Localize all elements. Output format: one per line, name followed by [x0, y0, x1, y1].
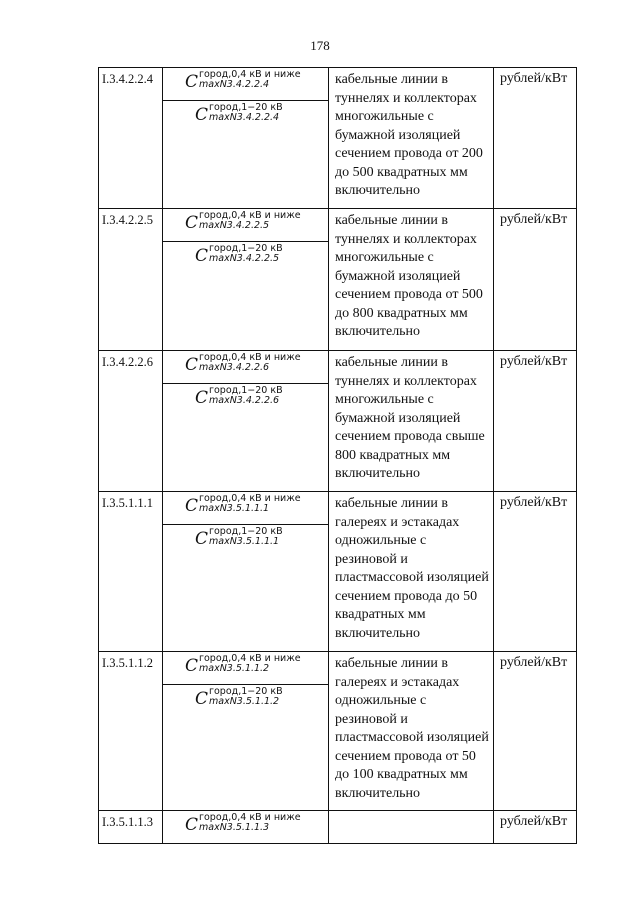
formula-symbol: C [185, 815, 199, 835]
row-unit: рублей/кВт [494, 351, 577, 492]
formula-cell [163, 652, 329, 811]
formula-subscript: maxN3.5.1.1.1 [209, 536, 280, 547]
table-row [99, 68, 577, 209]
row-code: I.3.5.1.1.3 [99, 811, 163, 844]
formula-low-voltage [163, 652, 328, 684]
row-unit: рублей/кВт [494, 68, 577, 209]
formula-subscript: maxN3.4.2.2.5 [209, 253, 280, 264]
row-code: I.3.5.1.1.1 [99, 492, 163, 652]
row-description: кабельные линии в галереях и эстакадах одножильные с резиновой и пластмассовой изоляцией сечением провода от 50 до 100 квадратных мм включительно [329, 652, 494, 811]
row-code: I.3.5.1.1.2 [99, 652, 163, 811]
formula-cell [163, 351, 329, 492]
row-description: кабельные линии в туннелях и коллекторах многожильные с бумажной изоляцией сечением провода от 200 до 500 квадратных мм включительно [329, 68, 494, 209]
formula-mid-voltage [163, 241, 328, 273]
formula-low-voltage [163, 351, 328, 383]
formula-superscript: город,0,4 кВ и ниже [199, 352, 301, 363]
formula-mid-voltage [163, 684, 328, 716]
page-number: 178 [310, 38, 330, 53]
formula-mid-voltage [163, 383, 328, 415]
formula-cell [163, 68, 329, 209]
row-description [329, 811, 494, 844]
formula-superscript: город,0,4 кВ и ниже [199, 812, 301, 823]
formula-low-voltage [163, 209, 328, 241]
formula-low-voltage [163, 68, 328, 100]
formula-superscript: город,0,4 кВ и ниже [199, 653, 301, 664]
formula-low-voltage [163, 492, 328, 524]
formula-subscript: maxN3.4.2.2.6 [209, 395, 280, 406]
formula-subscript: maxN3.4.2.2.6 [199, 362, 270, 373]
formula-subscript: maxN3.4.2.2.4 [199, 79, 270, 90]
formula-superscript: город,1−20 кВ [209, 385, 283, 396]
formula-cell [163, 492, 329, 652]
formula-superscript: город,1−20 кВ [209, 102, 283, 113]
formula-subscript: maxN3.4.2.2.5 [199, 220, 270, 231]
row-code: I.3.4.2.2.5 [99, 209, 163, 351]
formula-cell [163, 811, 329, 844]
formula-mid-voltage [163, 100, 328, 132]
formula-superscript: город,1−20 кВ [209, 243, 283, 254]
formula-symbol: C [185, 496, 199, 516]
formula-symbol: C [195, 388, 209, 408]
table-row [99, 351, 577, 492]
table-row [99, 652, 577, 811]
formula-symbol: C [195, 105, 209, 125]
formula-subscript: maxN3.5.1.1.1 [199, 503, 270, 514]
row-description: кабельные линии в туннелях и коллекторах многожильные с бумажной изоляцией сечением провода свыше 800 квадратных мм включительно [329, 351, 494, 492]
formula-cell [163, 209, 329, 351]
formula-superscript: город,1−20 кВ [209, 526, 283, 537]
formula-symbol: C [185, 355, 199, 375]
formula-low-voltage [163, 811, 328, 839]
row-unit: рублей/кВт [494, 492, 577, 652]
formula-superscript: город,0,4 кВ и ниже [199, 210, 301, 221]
table-row [99, 811, 577, 844]
formula-superscript: город,0,4 кВ и ниже [199, 493, 301, 504]
formula-subscript: maxN3.5.1.1.2 [199, 663, 270, 674]
formula-mid-voltage [163, 524, 328, 556]
formula-subscript: maxN3.5.1.1.3 [199, 822, 270, 833]
formula-symbol: C [185, 656, 199, 676]
row-code: I.3.4.2.2.6 [99, 351, 163, 492]
row-code: I.3.4.2.2.4 [99, 68, 163, 209]
formula-subscript: maxN3.4.2.2.4 [209, 112, 280, 123]
formula-symbol: C [185, 72, 199, 92]
formula-symbol: C [185, 213, 199, 233]
row-unit: рублей/кВт [494, 811, 577, 844]
row-unit: рублей/кВт [494, 209, 577, 351]
formula-symbol: C [195, 689, 209, 709]
row-description: кабельные линии в туннелях и коллекторах многожильные с бумажной изоляцией сечением провода от 500 до 800 квадратных мм включительно [329, 209, 494, 351]
row-unit: рублей/кВт [494, 652, 577, 811]
table-row [99, 209, 577, 351]
table-row [99, 492, 577, 652]
formula-superscript: город,1−20 кВ [209, 686, 283, 697]
tariff-table [98, 67, 577, 844]
formula-symbol: C [195, 529, 209, 549]
row-description: кабельные линии в галереях и эстакадах одножильные с резиновой и пластмассовой изоляцией сечением провода до 50 квадратных мм включительно [329, 492, 494, 652]
formula-superscript: город,0,4 кВ и ниже [199, 69, 301, 80]
formula-subscript: maxN3.5.1.1.2 [209, 696, 280, 707]
formula-symbol: C [195, 246, 209, 266]
